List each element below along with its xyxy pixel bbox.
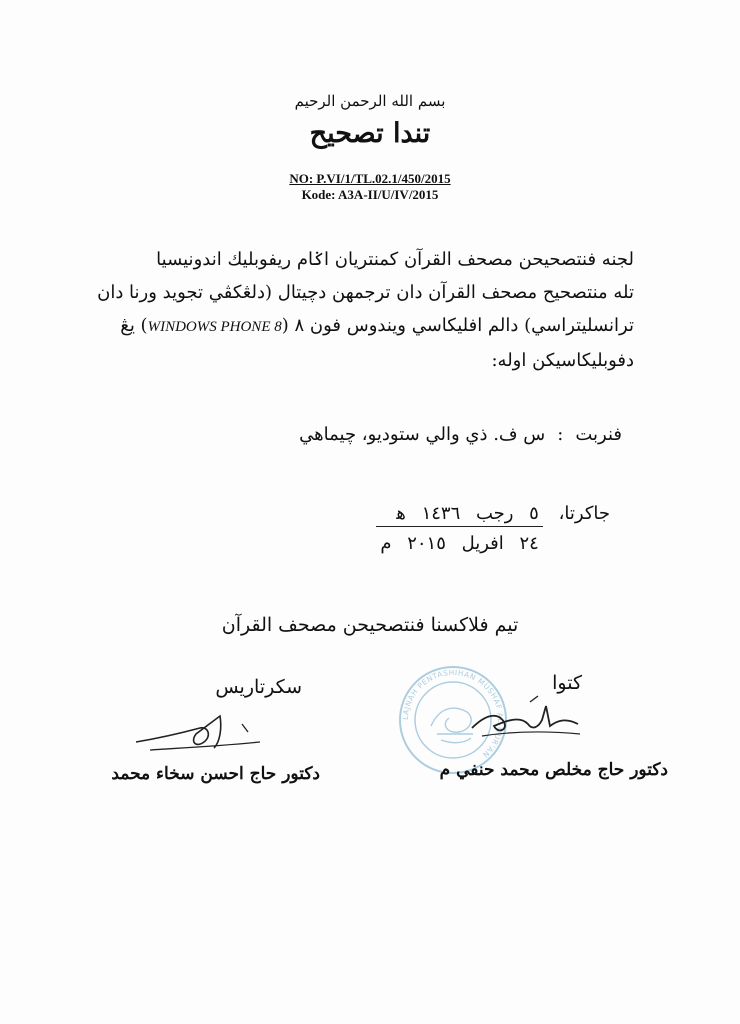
publisher-separator: : <box>557 424 564 445</box>
gregorian-date: ٢٤ افريل ٢٠١٥ م <box>380 533 539 554</box>
team-name: تيم فلاكسنا فنتصحيحن مصحف القرآن <box>221 614 519 636</box>
chair-signature <box>468 694 588 744</box>
date-stack <box>376 503 543 554</box>
publisher-label: فنربت <box>575 424 622 445</box>
seal-text: LAJNAH PENTASHIHAN MUSHAF AL-QUR'AN <box>400 667 506 760</box>
body-line-1: لجنه فنتصحيحن مصحف القرآن كمنتريان اݢام ريفوبليك اندونيسيا <box>156 249 634 270</box>
document-title: تندا تصحيح <box>309 118 431 149</box>
publisher-row <box>299 424 622 445</box>
date-block <box>376 503 610 554</box>
platform-name: WINDOWS PHONE 8 <box>147 319 282 335</box>
bismillah: بسم الله الرحمن الرحيم <box>294 92 446 110</box>
secretary-signature <box>130 702 270 758</box>
reference-number: NO: P.VI/1/TL.02.1/450/2015 <box>289 171 451 186</box>
secretary-role: سكرتاريس <box>215 676 302 698</box>
body-line-3-end: ) يڠ <box>120 315 148 336</box>
body-line-4: دفوبليكاسيكن اوله: <box>491 350 634 371</box>
date-place: جاكرتا، <box>558 503 610 524</box>
chair-role: كتوا <box>552 672 582 694</box>
body-line-3-start: ترانسليتراسي) دالم افليكاسي ويندوس فون ٨ ( <box>281 315 634 336</box>
document-code: Kode: A3A-II/U/IV/2015 <box>301 187 439 202</box>
secretary-name: دكتور حاج احسن سخاء محمد <box>111 764 320 784</box>
hijri-date: ٥ رجب ١٤٣٦ ﻫ <box>376 503 543 527</box>
chair-name: دكتور حاج مخلص محمد حنفي م <box>439 760 668 780</box>
publisher-name: س ف. ذي والي ستوديو، چيماهي <box>299 424 546 445</box>
body-line-2: تله منتصحيح مصحف القرآن دان ترجمهن دچيتال (دلڠكڤي تجويد ورنا دان <box>97 282 634 303</box>
body-line-3 <box>62 309 634 344</box>
certificate-body <box>62 243 634 377</box>
